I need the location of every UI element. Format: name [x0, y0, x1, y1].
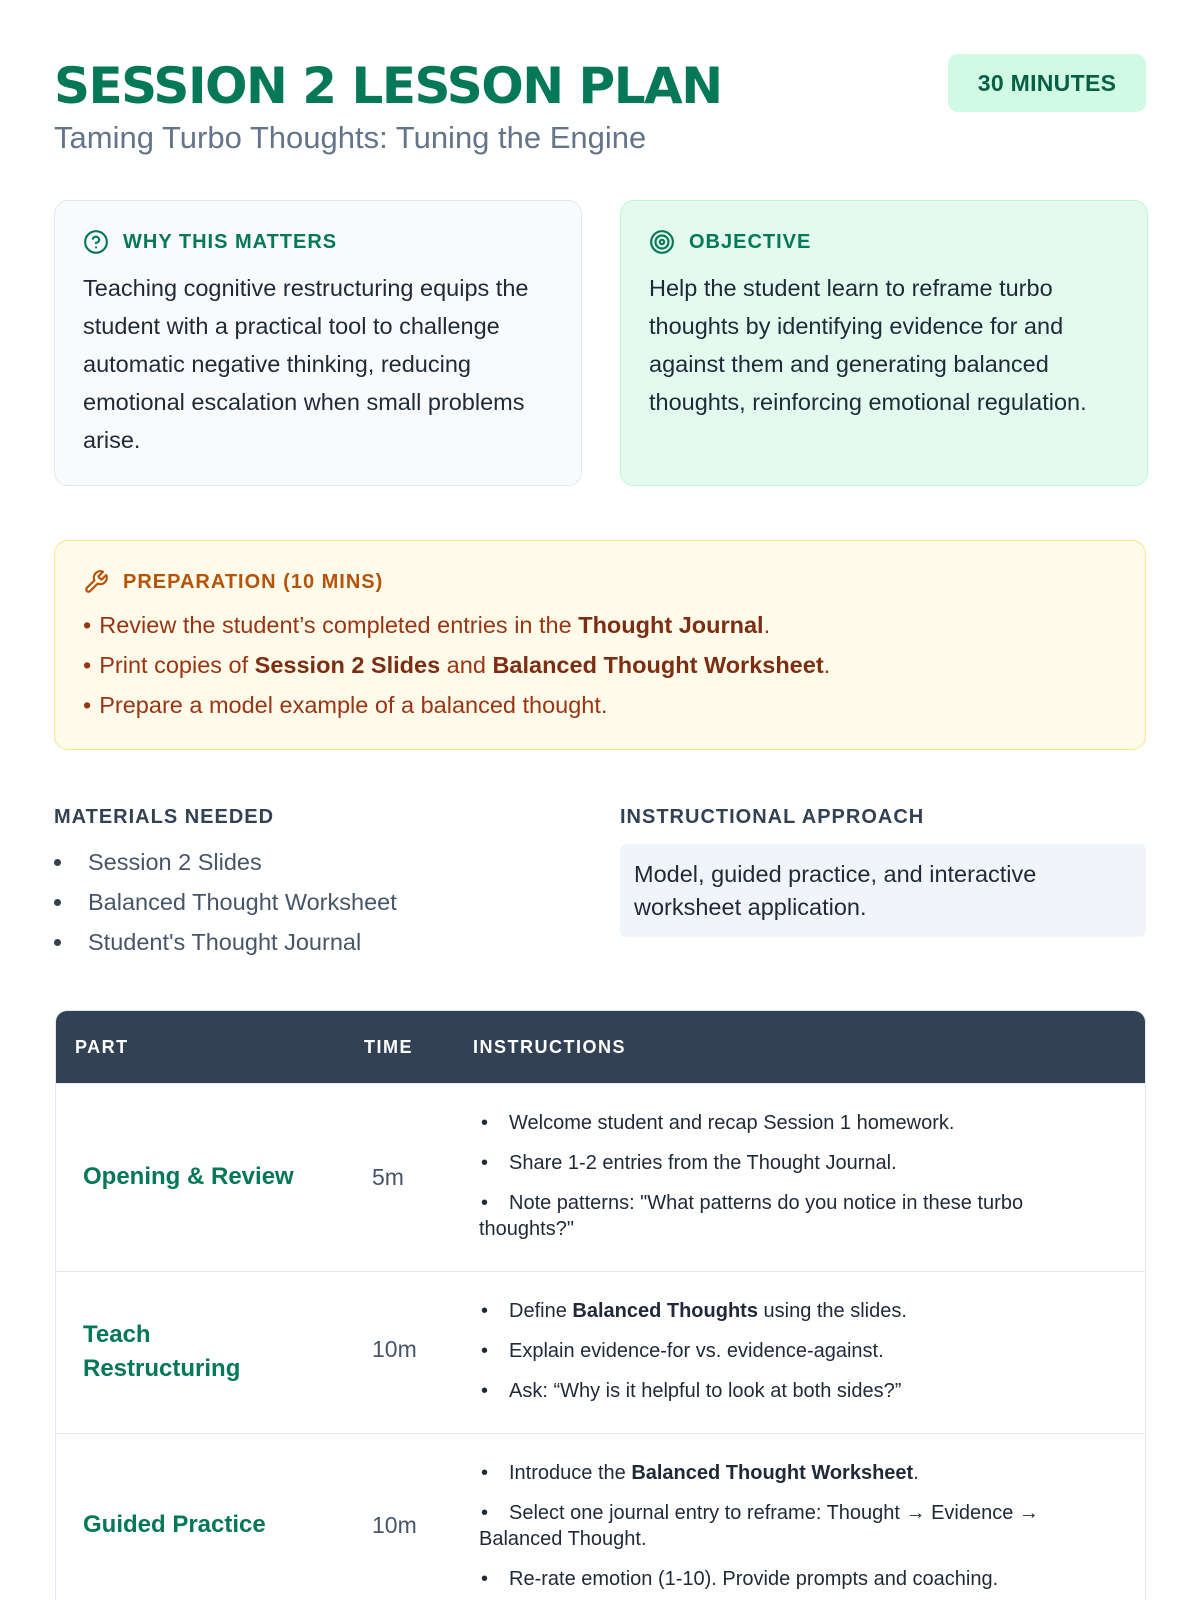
preparation-card	[54, 540, 1146, 750]
list-item: • Introduce the Balanced Thought Worksheet.	[479, 1460, 1099, 1486]
table-header	[56, 1011, 1145, 1083]
wrench-icon	[83, 569, 109, 595]
column-header-time: TIME	[364, 1037, 413, 1057]
list-item: • Print copies of Session 2 Slides and Balanced Thought Worksheet.	[83, 645, 1119, 685]
duration-badge: 30 MINUTES	[948, 54, 1146, 112]
list-item: • Re-rate emotion (1-10). Provide prompts and coaching.	[479, 1566, 1099, 1592]
lesson-table	[55, 1010, 1146, 1600]
question-circle-icon	[83, 229, 109, 255]
approach-label: INSTRUCTIONAL APPROACH	[620, 806, 925, 828]
objective-card	[620, 200, 1148, 486]
list-item: Session 2 Slides	[54, 842, 397, 882]
list-item: • Welcome student and recap Session 1 homework.	[479, 1110, 1099, 1136]
list-item: • Explain evidence-for vs. evidence-against.	[479, 1338, 1099, 1364]
column-header-part: PART	[75, 1037, 129, 1057]
why-this-matters-card	[54, 200, 582, 486]
list-item: • Note patterns: "What patterns do you notice in these turbo thoughts?"	[479, 1190, 1099, 1242]
list-item: • Define Balanced Thoughts using the slides.	[479, 1298, 1099, 1324]
row-part: Teach Restructuring	[83, 1321, 241, 1382]
row-time: 5m	[372, 1164, 404, 1190]
list-item: Balanced Thought Worksheet	[54, 882, 397, 922]
preparation-list	[83, 605, 1119, 725]
list-item: • Ask: “Why is it helpful to look at both sides?”	[479, 1378, 1099, 1404]
why-this-matters-label: WHY THIS MATTERS	[123, 230, 338, 253]
table-row	[56, 1083, 1145, 1271]
list-item: • Prepare a model example of a balanced thought.	[83, 685, 1119, 725]
why-this-matters-header	[83, 227, 555, 257]
target-icon	[649, 229, 675, 255]
table-row	[56, 1433, 1145, 1600]
row-instructions	[479, 1298, 1099, 1418]
list-item: • Review the student’s completed entries in the Thought Journal.	[83, 605, 1119, 645]
preparation-header	[83, 567, 1119, 597]
list-item: • Select one journal entry to reframe: Thought → Evidence → Balanced Thought.	[479, 1500, 1099, 1552]
row-part: Guided Practice	[83, 1511, 266, 1538]
materials-label: MATERIALS NEEDED	[54, 806, 275, 828]
page-subtitle: Taming Turbo Thoughts: Tuning the Engine	[54, 120, 647, 155]
header	[54, 52, 1146, 162]
page-title: SESSION 2 LESSON PLAN	[54, 57, 722, 115]
list-item: • Share 1-2 entries from the Thought Journal.	[479, 1150, 1099, 1176]
table-row	[56, 1271, 1145, 1433]
why-this-matters-text: Teaching cognitive restructuring equips the student with a practical tool to challenge automatic negative thinking, reducing emotional escalation when small problems arise.	[83, 275, 529, 453]
preparation-label: PREPARATION (10 MINS)	[123, 570, 384, 593]
row-time: 10m	[372, 1336, 417, 1362]
objective-text: Help the student learn to reframe turbo thoughts by identifying evidence for and against them and generating balanced thoughts, reinforcing emotional regulation.	[649, 275, 1087, 415]
objective-header	[649, 227, 1121, 257]
column-header-instructions: INSTRUCTIONS	[473, 1037, 626, 1057]
materials-list	[54, 842, 397, 962]
row-instructions	[479, 1460, 1099, 1600]
row-time: 10m	[372, 1512, 417, 1538]
row-instructions	[479, 1110, 1099, 1256]
objective-label: OBJECTIVE	[689, 230, 812, 253]
list-item: Student's Thought Journal	[54, 922, 397, 962]
row-part: Opening & Review	[83, 1163, 294, 1190]
approach-text: Model, guided practice, and interactive worksheet application.	[620, 844, 1146, 937]
